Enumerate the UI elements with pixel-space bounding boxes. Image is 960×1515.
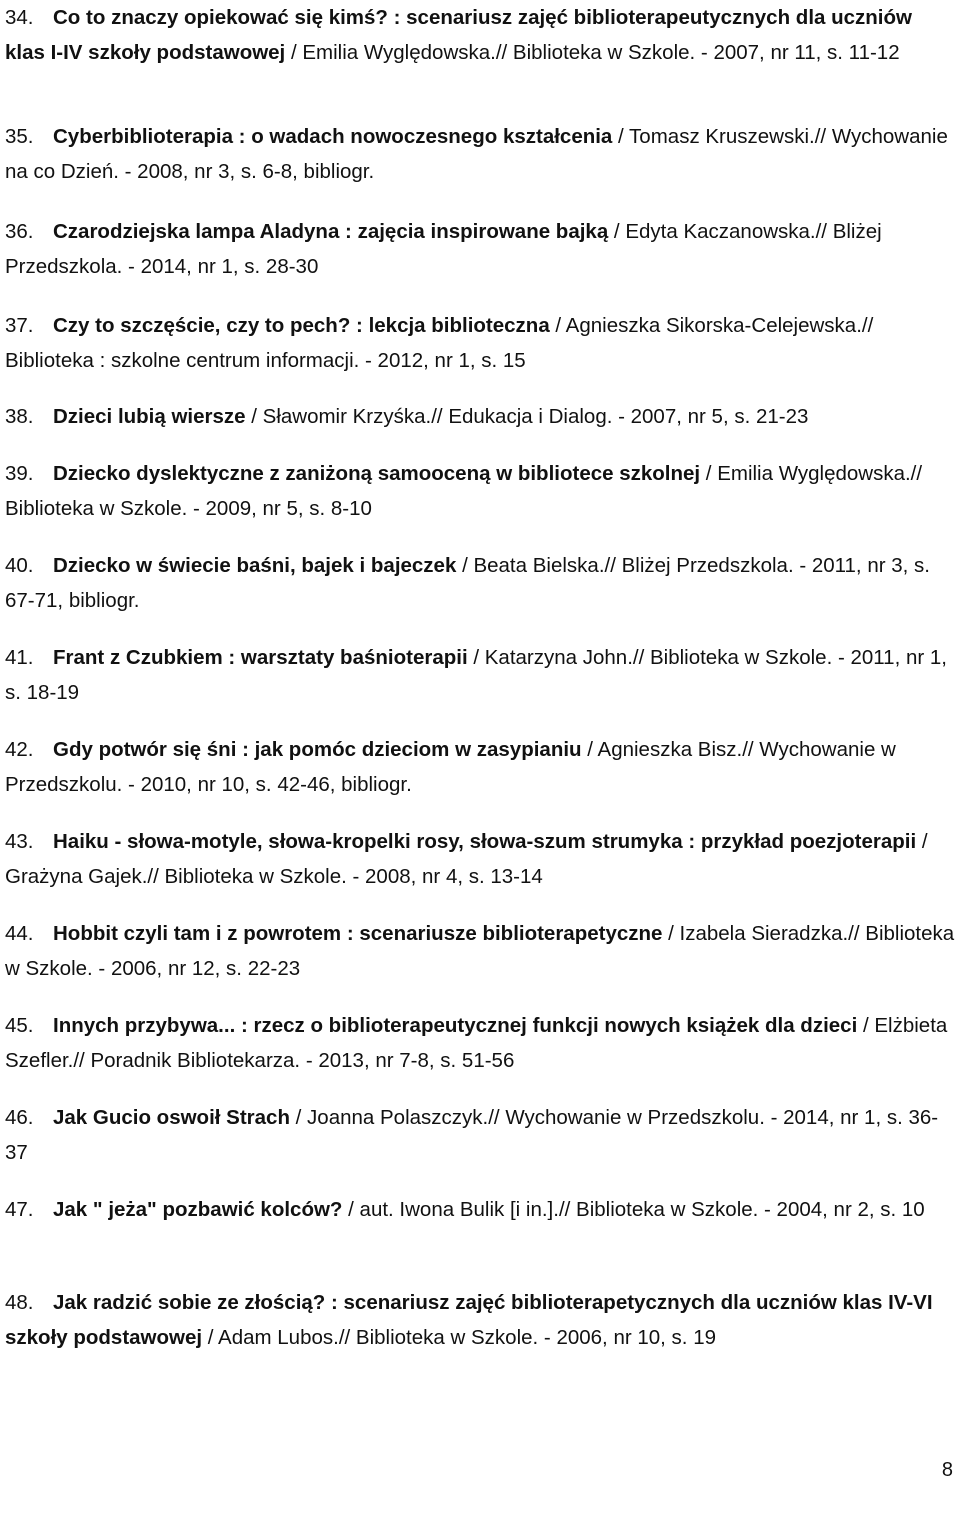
- bibliography-entry-45: [5, 1009, 955, 1078]
- bibliography-entry-44: [5, 917, 955, 986]
- bibliography-entry-40: [5, 549, 955, 618]
- entry-title: Dzieci lubią wiersze: [53, 405, 246, 428]
- entry-number: 36.: [5, 220, 34, 243]
- entry-details: / Agnieszka Sikorska-Celejewska.// Biblioteka : szkolne centrum informacji. - 2012, nr 1, s. 15: [5, 314, 874, 372]
- entry-details: / Edyta Kaczanowska.// Bliżej Przedszkola. - 2014, nr 1, s. 28-30: [5, 220, 882, 278]
- entry-title: Cyberbiblioterapia : o wadach nowoczesnego kształcenia: [53, 125, 613, 148]
- entry-number: 42.: [5, 738, 34, 761]
- bibliography-entry-38: [5, 400, 808, 435]
- entry-details: / Emilia Wyględowska.// Biblioteka w Szkole. - 2007, nr 11, s. 11-12: [285, 40, 900, 64]
- entry-number: 44.: [5, 922, 34, 945]
- entry-number: 40.: [5, 554, 34, 577]
- entry-title: Jak " jeża" pozbawić kolców?: [53, 1198, 343, 1221]
- entry-title: Frant z Czubkiem : warsztaty baśnioterapii: [53, 646, 468, 669]
- entry-title: Haiku - słowa-motyle, słowa-kropelki rosy, słowa-szum strumyka : przykład poezjoterapii: [53, 830, 917, 853]
- bibliography-entry-46: [5, 1101, 955, 1170]
- entry-number: 37.: [5, 314, 34, 337]
- entry-number: 46.: [5, 1106, 34, 1129]
- entry-number: 35.: [5, 125, 34, 148]
- entry-details: / Emilia Wyględowska.// Biblioteka w Szkole. - 2009, nr 5, s. 8-10: [5, 462, 923, 520]
- bibliography-entry-43: [5, 825, 955, 894]
- bibliography-entry-36: [5, 215, 955, 284]
- bibliography-entry-42: [5, 733, 955, 802]
- entry-details: / Agnieszka Bisz.// Wychowanie w Przedszkolu. - 2010, nr 10, s. 42-46, bibliogr.: [5, 738, 896, 796]
- page-number: 8: [941, 1459, 953, 1481]
- entry-number: 34.: [5, 6, 34, 29]
- bibliography-entry-48: [5, 1286, 955, 1355]
- entry-details: / Katarzyna John.// Biblioteka w Szkole. - 2011, nr 1, s. 18-19: [5, 646, 947, 704]
- bibliography-entry-34: [5, 1, 955, 70]
- entry-details: / Adam Lubos.// Biblioteka w Szkole. - 2006, nr 10, s. 19: [202, 1325, 716, 1349]
- bibliography-entry-35: [5, 120, 955, 189]
- entry-title: Jak radzić sobie ze złością? : scenariusz zajęć biblioterapetycznych dla uczniów klas IV-VI szkoły podstawowej: [5, 1291, 933, 1349]
- entry-title: Jak Gucio oswoił Strach: [53, 1106, 290, 1129]
- entry-title: Gdy potwór się śni : jak pomóc dzieciom w zasypianiu: [53, 738, 582, 761]
- bibliography-entry-47: [5, 1193, 925, 1228]
- entry-title: Dziecko dyslektyczne z zaniżoną samooceną w bibliotece szkolnej: [53, 462, 701, 485]
- entry-details: / aut. Iwona Bulik [i in.].// Biblioteka w Szkole. - 2004, nr 2, s. 10: [342, 1198, 925, 1221]
- entry-details: / Tomasz Kruszewski.// Wychowanie na co Dzień. - 2008, nr 3, s. 6-8, bibliogr.: [5, 125, 948, 183]
- entry-title: Innych przybywa... : rzecz o biblioterapeutycznej funkcji nowych książek dla dzieci: [53, 1014, 858, 1037]
- bibliography-entry-41: [5, 641, 955, 710]
- entry-details: / Joanna Polaszczyk.// Wychowanie w Przedszkolu. - 2014, nr 1, s. 36-37: [5, 1106, 939, 1164]
- entry-title: Dziecko w świecie baśni, bajek i bajeczek: [53, 554, 457, 577]
- entry-number: 45.: [5, 1014, 34, 1037]
- entry-number: 39.: [5, 462, 34, 485]
- entry-details: / Grażyna Gajek.// Biblioteka w Szkole. - 2008, nr 4, s. 13-14: [5, 830, 928, 888]
- entry-details: / Izabela Sieradzka.// Biblioteka w Szkole. - 2006, nr 12, s. 22-23: [5, 922, 955, 980]
- entry-number: 48.: [5, 1291, 34, 1314]
- entry-number: 47.: [5, 1198, 34, 1221]
- entry-details: / Beata Bielska.// Bliżej Przedszkola. - 2011, nr 3, s. 67-71, bibliogr.: [5, 554, 930, 612]
- entry-title: Hobbit czyli tam i z powrotem : scenariusze biblioterapetyczne: [53, 922, 663, 945]
- entry-title: Co to znaczy opiekować się kimś? : scenariusz zajęć biblioterapeutycznych dla uczniów klas I-IV szkoły podstawowej: [5, 6, 912, 64]
- entry-title: Czy to szczęście, czy to pech? : lekcja biblioteczna: [53, 314, 550, 337]
- bibliography-entry-37: [5, 309, 955, 378]
- entry-number: 43.: [5, 830, 34, 853]
- entry-details: / Elżbieta Szefler.// Poradnik Bibliotekarza. - 2013, nr 7-8, s. 51-56: [5, 1014, 948, 1072]
- entry-title: Czarodziejska lampa Aladyna : zajęcia inspirowane bajką: [53, 220, 609, 243]
- bibliography-entry-39: [5, 457, 955, 526]
- entry-number: 41.: [5, 646, 34, 669]
- entry-number: 38.: [5, 405, 34, 428]
- entry-details: / Sławomir Krzyśka.// Edukacja i Dialog. - 2007, nr 5, s. 21-23: [245, 405, 809, 428]
